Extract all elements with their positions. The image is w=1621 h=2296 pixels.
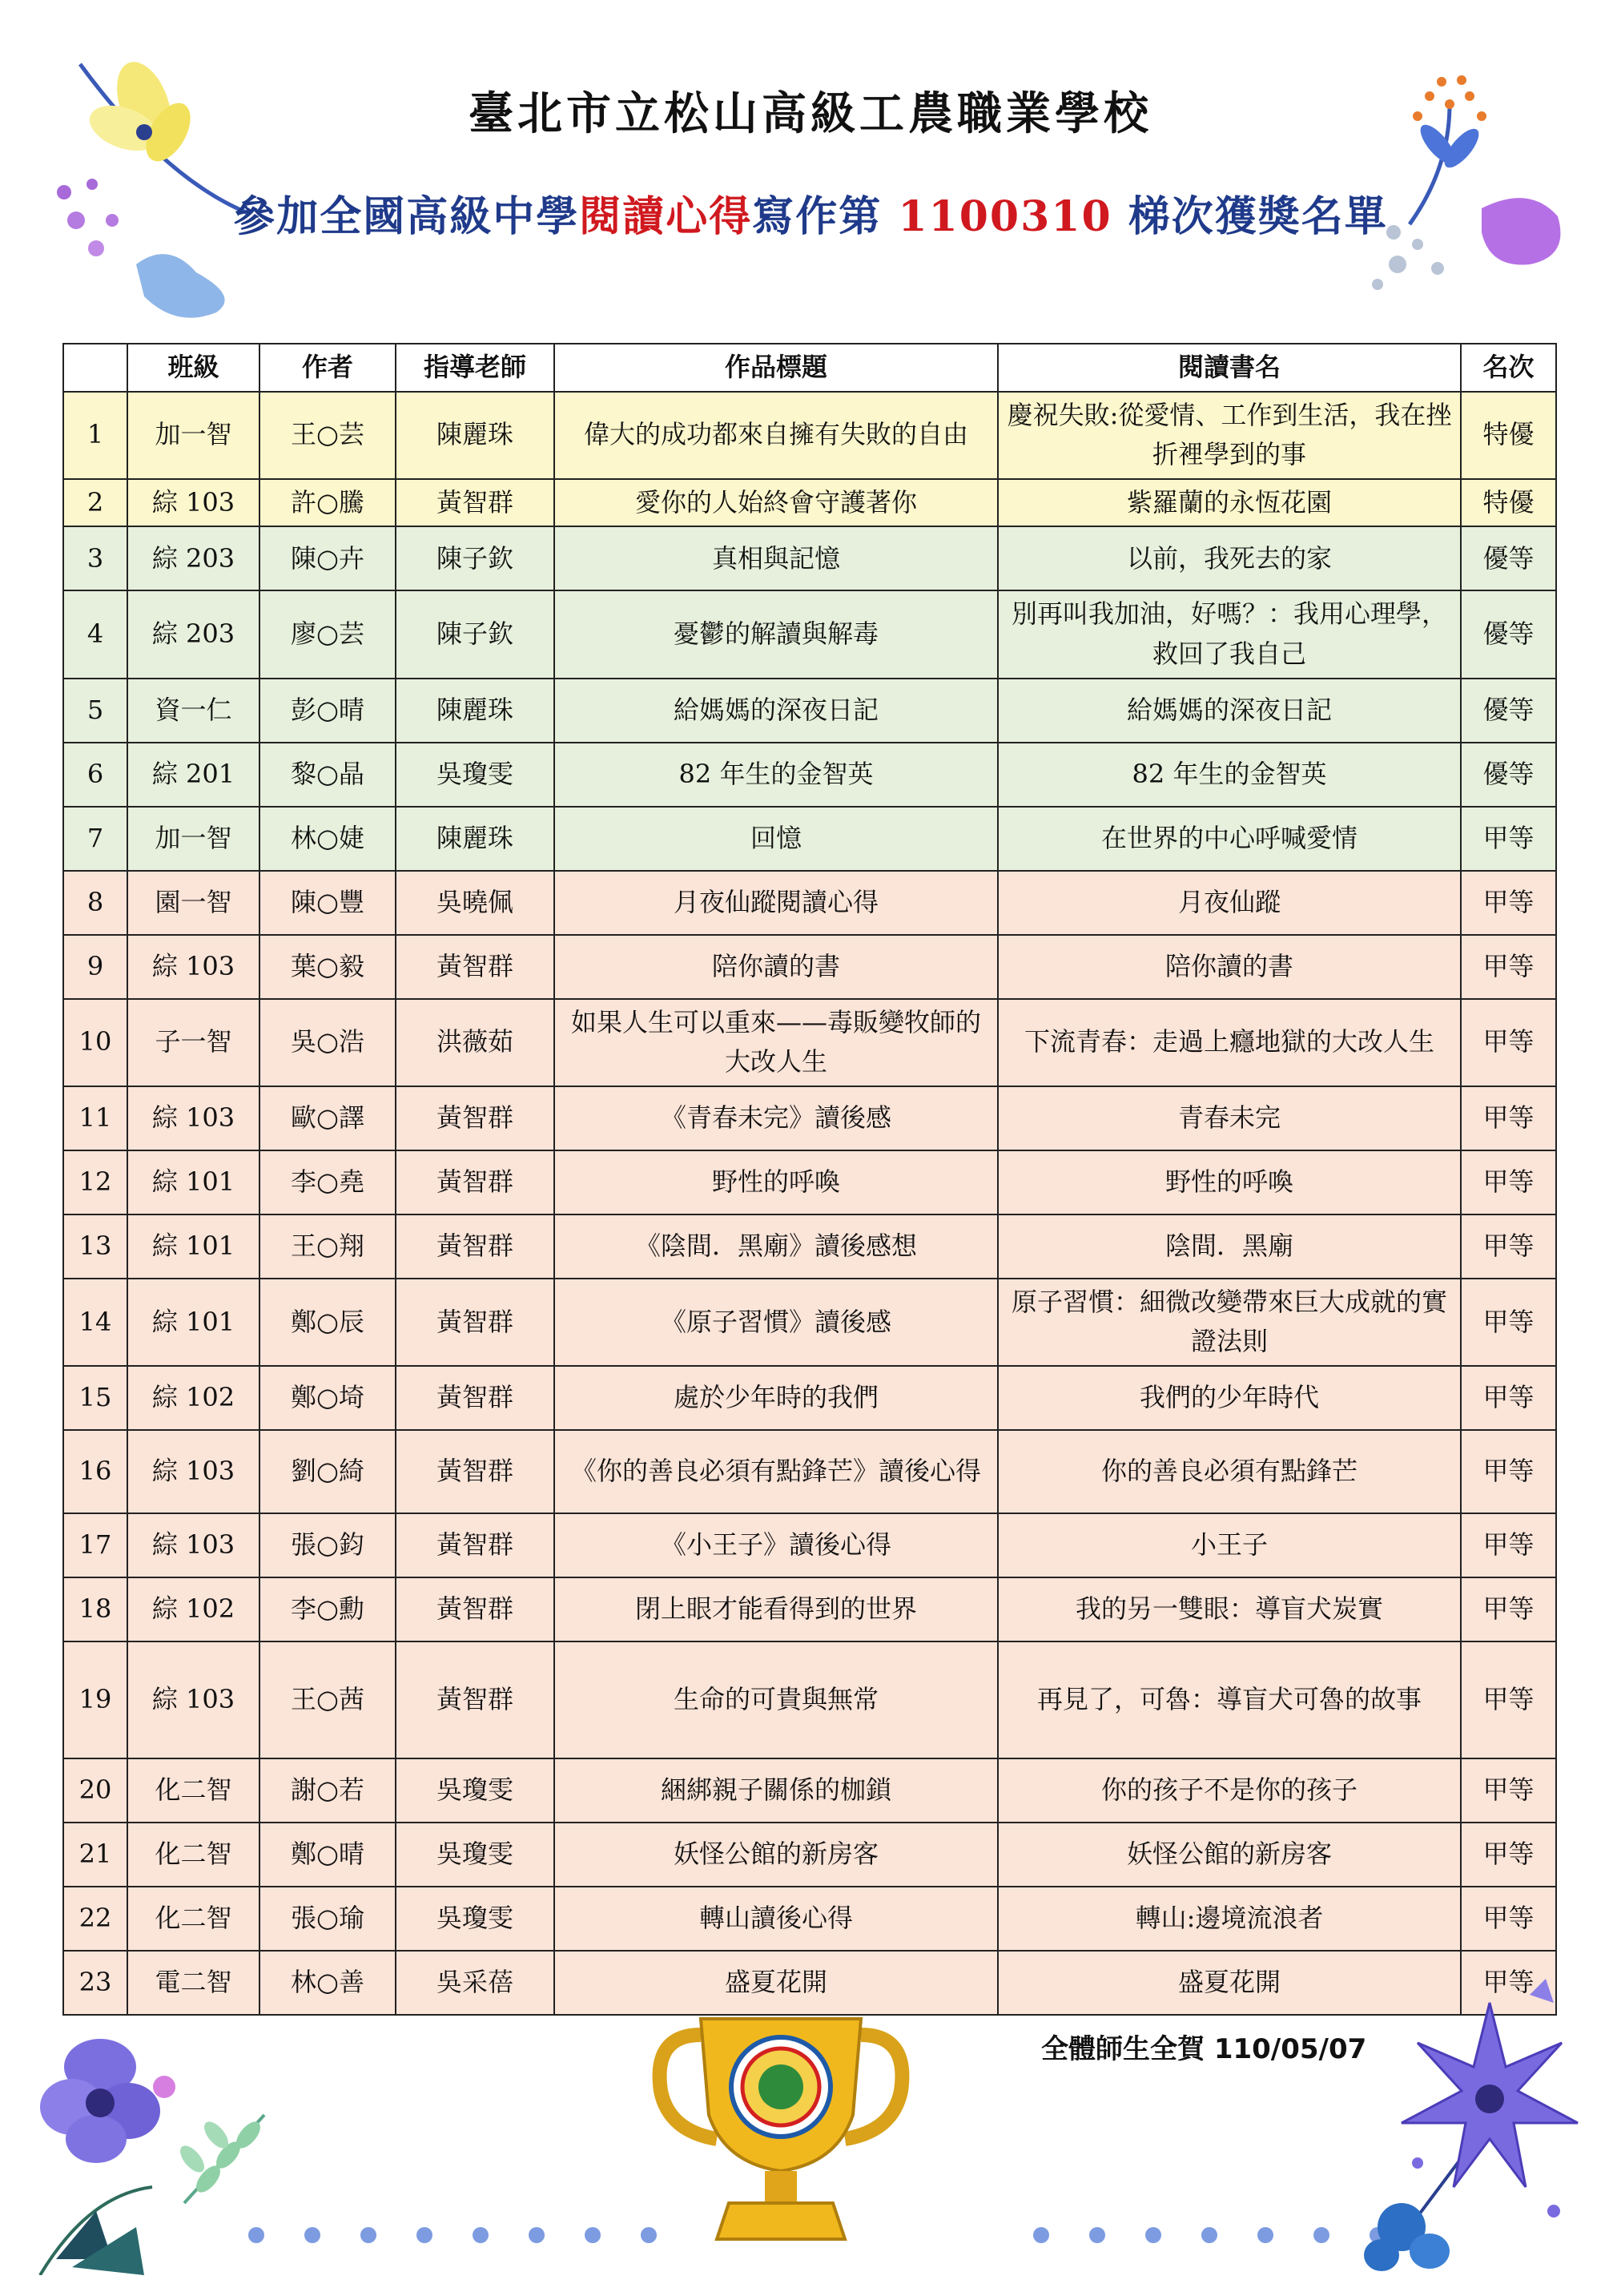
book-title-cell: 轉山:邊境流浪者: [998, 1887, 1461, 1951]
class-cell: 綜 103: [127, 935, 259, 999]
author-cell: 歐○譯: [259, 1086, 396, 1150]
teacher-cell: 吳瓊雯: [396, 743, 554, 807]
rank-cell: 甲等: [1461, 1214, 1556, 1279]
row-number: 20: [63, 1758, 127, 1823]
author-cell: 林○善: [259, 1951, 396, 2015]
teacher-cell: 陳麗珠: [396, 392, 554, 479]
table-row: [63, 479, 1556, 527]
table-row: [63, 935, 1556, 999]
rank-cell: 特優: [1461, 392, 1556, 479]
table-row: [63, 871, 1556, 935]
author-cell: 張○瑜: [259, 1887, 396, 1951]
class-cell: 綜 103: [127, 1430, 259, 1513]
rank-cell: 甲等: [1461, 807, 1556, 871]
class-cell: 綜 203: [127, 590, 259, 678]
table-row: [63, 1641, 1556, 1758]
teacher-cell: 吳瓊雯: [396, 1887, 554, 1951]
header-book: 閱讀書名: [998, 344, 1461, 392]
class-cell: 子一智: [127, 999, 259, 1086]
table-row: [63, 807, 1556, 871]
rank-cell: 優等: [1461, 743, 1556, 807]
class-cell: 加一智: [127, 392, 259, 479]
teacher-cell: 黃智群: [396, 1513, 554, 1577]
class-cell: 資一仁: [127, 679, 259, 743]
class-cell: 綜 101: [127, 1279, 259, 1366]
school-name: 臺北市立松山高級工農職業學校: [469, 87, 1152, 140]
work-title-cell: 《你的善良必須有點鋒芒》讀後心得: [554, 1430, 998, 1513]
row-number: 9: [63, 935, 127, 999]
teacher-cell: 黃智群: [396, 1430, 554, 1513]
table-row: [63, 1279, 1556, 1366]
class-cell: 綜 103: [127, 1086, 259, 1150]
author-cell: 王○翔: [259, 1214, 396, 1279]
work-title-cell: 《原子習慣》讀後感: [554, 1279, 998, 1366]
class-cell: 綜 103: [127, 1641, 259, 1758]
rank-cell: 優等: [1461, 590, 1556, 678]
rank-cell: 甲等: [1461, 1951, 1556, 2015]
teacher-cell: 黃智群: [396, 1641, 554, 1758]
title-part-3: 梯次獲獎名單: [1112, 192, 1388, 241]
author-cell: 王○茜: [259, 1641, 396, 1758]
table-row: [63, 999, 1556, 1086]
table-row: [63, 1366, 1556, 1430]
work-title-cell: 月夜仙蹤閱讀心得: [554, 871, 998, 935]
work-title-cell: 給媽媽的深夜日記: [554, 679, 998, 743]
row-number: 1: [63, 392, 127, 479]
table-row: [63, 1214, 1556, 1279]
class-cell: 化二智: [127, 1823, 259, 1887]
work-title-cell: 82 年生的金智英: [554, 743, 998, 807]
table-row: [63, 526, 1556, 590]
row-number: 5: [63, 679, 127, 743]
teacher-cell: 黃智群: [396, 935, 554, 999]
class-cell: 綜 101: [127, 1214, 259, 1279]
author-cell: 鄭○埼: [259, 1366, 396, 1430]
class-cell: 綜 203: [127, 526, 259, 590]
row-number: 23: [63, 1951, 127, 2015]
work-title-cell: 《小王子》讀後心得: [554, 1513, 998, 1577]
book-title-cell: 陰間．黑廟: [998, 1214, 1461, 1279]
work-title-cell: 偉大的成功都來自擁有失敗的自由: [554, 392, 998, 479]
rank-cell: 甲等: [1461, 999, 1556, 1086]
row-number: 15: [63, 1366, 127, 1430]
table-row: [63, 1086, 1556, 1150]
book-title-cell: 別再叫我加油，好嗎？：我用心理學，救回了我自己: [998, 590, 1461, 678]
row-number: 17: [63, 1513, 127, 1577]
rank-cell: 優等: [1461, 679, 1556, 743]
work-title-cell: 《青春未完》讀後感: [554, 1086, 998, 1150]
class-cell: 綜 201: [127, 743, 259, 807]
class-cell: 電二智: [127, 1951, 259, 2015]
work-title-cell: 陪你讀的書: [554, 935, 998, 999]
table-row: [63, 1823, 1556, 1887]
teacher-cell: 陳麗珠: [396, 807, 554, 871]
header-teacher: 指導老師: [396, 344, 554, 392]
award-list-title: [0, 183, 1621, 243]
rank-cell: 特優: [1461, 479, 1556, 527]
class-cell: 加一智: [127, 807, 259, 871]
violet-flower-icon: [1354, 1955, 1602, 2275]
book-title-cell: 青春未完: [998, 1086, 1461, 1150]
author-cell: 廖○芸: [259, 590, 396, 678]
title-highlight-reading: 閱讀心得: [579, 192, 753, 241]
row-number: 14: [63, 1279, 127, 1366]
class-cell: 綜 101: [127, 1150, 259, 1214]
row-number: 8: [63, 871, 127, 935]
teacher-cell: 吳采蓓: [396, 1951, 554, 2015]
author-cell: 陳○豐: [259, 871, 396, 935]
header-class: 班級: [127, 344, 259, 392]
row-number: 16: [63, 1430, 127, 1513]
book-title-cell: 原子習慣：細微改變帶來巨大成就的實證法則: [998, 1279, 1461, 1366]
row-number: 18: [63, 1577, 127, 1641]
row-number: 7: [63, 807, 127, 871]
table-row: [63, 590, 1556, 678]
work-title-cell: 轉山讀後心得: [554, 1887, 998, 1951]
rank-cell: 甲等: [1461, 1513, 1556, 1577]
book-title-cell: 陪你讀的書: [998, 935, 1461, 999]
author-cell: 黎○晶: [259, 743, 396, 807]
work-title-cell: 野性的呼喚: [554, 1150, 998, 1214]
book-title-cell: 在世界的中心呼喊愛情: [998, 807, 1461, 871]
work-title-cell: 綑綁親子關係的枷鎖: [554, 1758, 998, 1823]
book-title-cell: 小王子: [998, 1513, 1461, 1577]
book-title-cell: 82 年生的金智英: [998, 743, 1461, 807]
row-number: 6: [63, 743, 127, 807]
table-row: [63, 1513, 1556, 1577]
table-header-row: [63, 344, 1556, 392]
author-cell: 鄭○晴: [259, 1823, 396, 1887]
author-cell: 劉○綺: [259, 1430, 396, 1513]
work-title-cell: 妖怪公館的新房客: [554, 1823, 998, 1887]
row-number: 12: [63, 1150, 127, 1214]
table-row: [63, 743, 1556, 807]
work-title-cell: 處於少年時的我們: [554, 1366, 998, 1430]
rank-cell: 甲等: [1461, 1641, 1556, 1758]
title-highlight-batch: 1100310: [898, 192, 1112, 241]
work-title-cell: 如果人生可以重來——毒販變牧師的大改人生: [554, 999, 998, 1086]
table-row: [63, 1577, 1556, 1641]
book-title-cell: 妖怪公館的新房客: [998, 1823, 1461, 1887]
class-cell: 綜 103: [127, 1513, 259, 1577]
teacher-cell: 陳子欽: [396, 526, 554, 590]
rank-cell: 甲等: [1461, 1150, 1556, 1214]
teacher-cell: 吳曉佩: [396, 871, 554, 935]
class-cell: 化二智: [127, 1887, 259, 1951]
header-title: 作品標題: [554, 344, 998, 392]
book-title-cell: 盛夏花開: [998, 1951, 1461, 2015]
teacher-cell: 洪薇茹: [396, 999, 554, 1086]
row-number: 4: [63, 590, 127, 678]
class-cell: 綜 102: [127, 1577, 259, 1641]
book-title-cell: 給媽媽的深夜日記: [998, 679, 1461, 743]
rank-cell: 甲等: [1461, 1086, 1556, 1150]
rank-cell: 甲等: [1461, 1758, 1556, 1823]
work-title-cell: 盛夏花開: [554, 1951, 998, 2015]
title-part-1: 參加全國高級中學: [233, 192, 580, 241]
row-number: 22: [63, 1887, 127, 1951]
author-cell: 陳○卉: [259, 526, 396, 590]
table-row: [63, 1758, 1556, 1823]
header-number: [63, 344, 127, 392]
rank-cell: 甲等: [1461, 1887, 1556, 1951]
table-row: [63, 1887, 1556, 1951]
rank-cell: 甲等: [1461, 871, 1556, 935]
trophy-icon: [645, 2003, 917, 2251]
teacher-cell: 黃智群: [396, 1086, 554, 1150]
work-title-cell: 愛你的人始終會守護著你: [554, 479, 998, 527]
book-title-cell: 月夜仙蹤: [998, 871, 1461, 935]
class-cell: 園一智: [127, 871, 259, 935]
class-cell: 綜 102: [127, 1366, 259, 1430]
author-cell: 李○堯: [259, 1150, 396, 1214]
book-title-cell: 慶祝失敗:從愛情、工作到生活，我在挫折裡學到的事: [998, 392, 1461, 479]
row-number: 10: [63, 999, 127, 1086]
teacher-cell: 黃智群: [396, 1150, 554, 1214]
work-title-cell: 回憶: [554, 807, 998, 871]
author-cell: 林○婕: [259, 807, 396, 871]
header-rank: 名次: [1461, 344, 1556, 392]
author-cell: 鄭○辰: [259, 1279, 396, 1366]
table-row: [63, 1430, 1556, 1513]
teacher-cell: 黃智群: [396, 1214, 554, 1279]
author-cell: 吳○浩: [259, 999, 396, 1086]
row-number: 2: [63, 479, 127, 527]
teacher-cell: 黃智群: [396, 1366, 554, 1430]
row-number: 21: [63, 1823, 127, 1887]
row-number: 11: [63, 1086, 127, 1150]
book-title-cell: 再見了，可魯：導盲犬可魯的故事: [998, 1641, 1461, 1758]
rank-cell: 甲等: [1461, 1366, 1556, 1430]
rank-cell: 優等: [1461, 526, 1556, 590]
work-title-cell: 生命的可貴與無常: [554, 1641, 998, 1758]
author-cell: 謝○若: [259, 1758, 396, 1823]
teacher-cell: 吳瓊雯: [396, 1758, 554, 1823]
rank-cell: 甲等: [1461, 935, 1556, 999]
book-title-cell: 野性的呼喚: [998, 1150, 1461, 1214]
award-table: [62, 343, 1557, 2016]
book-title-cell: 你的善良必須有點鋒芒: [998, 1430, 1461, 1513]
author-cell: 張○鈞: [259, 1513, 396, 1577]
teacher-cell: 黃智群: [396, 1279, 554, 1366]
book-title-cell: 紫羅蘭的永恆花園: [998, 479, 1461, 527]
row-number: 3: [63, 526, 127, 590]
row-number: 19: [63, 1641, 127, 1758]
table-row: [63, 1150, 1556, 1214]
work-title-cell: 閉上眼才能看得到的世界: [554, 1577, 998, 1641]
table-row: [63, 679, 1556, 743]
work-title-cell: 《陰間．黑廟》讀後感想: [554, 1214, 998, 1279]
author-cell: 彭○晴: [259, 679, 396, 743]
teacher-cell: 陳麗珠: [396, 679, 554, 743]
teacher-cell: 陳子欽: [396, 590, 554, 678]
author-cell: 李○勳: [259, 1577, 396, 1641]
book-title-cell: 以前，我死去的家: [998, 526, 1461, 590]
author-cell: 葉○毅: [259, 935, 396, 999]
table-row: [63, 392, 1556, 479]
teacher-cell: 吳瓊雯: [396, 1823, 554, 1887]
header-author: 作者: [259, 344, 396, 392]
book-title-cell: 下流青春：走過上癮地獄的大改人生: [998, 999, 1461, 1086]
teacher-cell: 黃智群: [396, 1577, 554, 1641]
rank-cell: 甲等: [1461, 1279, 1556, 1366]
rank-cell: 甲等: [1461, 1823, 1556, 1887]
author-cell: 王○芸: [259, 392, 396, 479]
book-title-cell: 我們的少年時代: [998, 1366, 1461, 1430]
teacher-cell: 黃智群: [396, 479, 554, 527]
rank-cell: 甲等: [1461, 1577, 1556, 1641]
rank-cell: 甲等: [1461, 1430, 1556, 1513]
work-title-cell: 真相與記憶: [554, 526, 998, 590]
class-cell: 綜 103: [127, 479, 259, 527]
author-cell: 許○騰: [259, 479, 396, 527]
class-cell: 化二智: [127, 1758, 259, 1823]
title-part-2: 寫作第: [752, 192, 899, 241]
work-title-cell: 憂鬱的解讀與解毒: [554, 590, 998, 678]
row-number: 13: [63, 1214, 127, 1279]
book-title-cell: 你的孩子不是你的孩子: [998, 1758, 1461, 1823]
book-title-cell: 我的另一雙眼：導盲犬炭實: [998, 1577, 1461, 1641]
congratulations-note: 全體師生全賀 110/05/07: [1041, 2033, 1367, 2065]
